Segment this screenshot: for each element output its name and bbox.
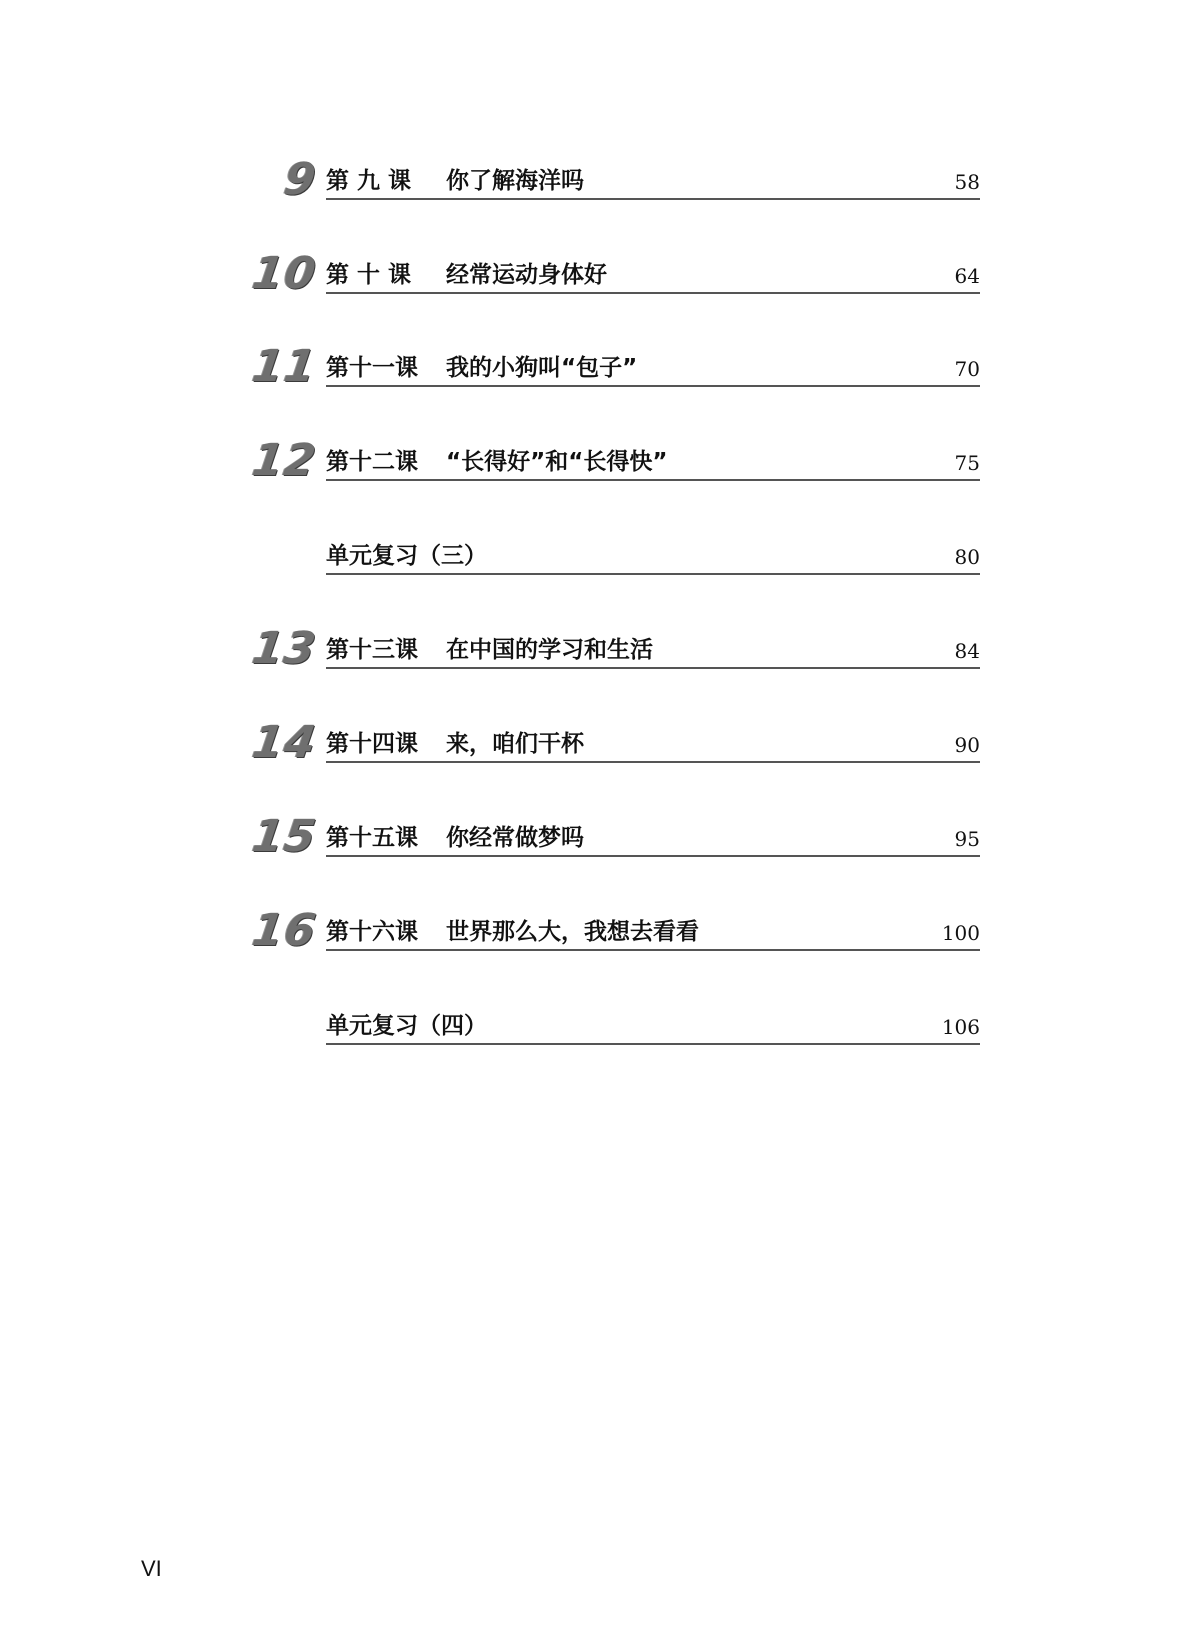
lesson-title: 你经常做梦吗 <box>446 825 584 851</box>
lesson-number: 15 <box>249 811 320 862</box>
page-number: 58 <box>954 170 980 194</box>
lesson-label: 第十三课 <box>326 637 418 663</box>
toc-entry-lesson-13[interactable] <box>240 623 980 687</box>
lesson-number: 11 <box>249 341 320 392</box>
lesson-label: 第 九 课 <box>326 168 412 194</box>
page-number: 90 <box>954 733 980 757</box>
page-number: 106 <box>941 1015 980 1039</box>
toc-entry-review-3[interactable] <box>240 533 980 593</box>
toc-entry-lesson-12[interactable] <box>240 435 980 499</box>
lesson-number: 16 <box>249 905 320 956</box>
toc-entry-review-4[interactable] <box>240 1003 980 1063</box>
divider-line <box>326 1043 980 1045</box>
lesson-label: 第十六课 <box>326 919 418 945</box>
page-number: 84 <box>954 639 980 663</box>
lesson-title: 经常运动身体好 <box>446 262 607 288</box>
divider-line <box>326 292 980 294</box>
lesson-title: 我的小狗叫“包子” <box>446 355 638 381</box>
divider-line <box>326 573 980 575</box>
lesson-number: 10 <box>249 248 320 299</box>
page-footer-number: VI <box>141 1556 162 1581</box>
page-number: 70 <box>954 357 980 381</box>
lesson-number: 13 <box>249 623 320 674</box>
divider-line <box>326 385 980 387</box>
toc-entry-lesson-15[interactable] <box>240 811 980 875</box>
lesson-label: 第十四课 <box>326 731 418 757</box>
divider-line <box>326 855 980 857</box>
review-title: 单元复习（三） <box>326 543 487 569</box>
page-number: 75 <box>954 451 980 475</box>
lesson-title: 在中国的学习和生活 <box>446 637 653 663</box>
divider-line <box>326 198 980 200</box>
lesson-number: 12 <box>249 435 320 486</box>
lesson-number: 9 <box>280 154 320 205</box>
divider-line <box>326 949 980 951</box>
page-number: 64 <box>954 264 980 288</box>
toc-entry-lesson-11[interactable] <box>240 341 980 405</box>
page-number: 80 <box>954 545 980 569</box>
lesson-title: 来，咱们干杯 <box>446 731 584 757</box>
lesson-title: “长得好”和“长得快” <box>446 449 668 475</box>
lesson-label: 第 十 课 <box>326 262 412 288</box>
lesson-number: 14 <box>249 717 320 768</box>
lesson-title: 你了解海洋吗 <box>446 168 584 194</box>
lesson-label: 第十二课 <box>326 449 418 475</box>
toc-entry-lesson-16[interactable] <box>240 905 980 969</box>
divider-line <box>326 479 980 481</box>
lesson-title: 世界那么大，我想去看看 <box>446 919 699 945</box>
toc-entry-lesson-10[interactable] <box>240 248 980 312</box>
divider-line <box>326 761 980 763</box>
page-number: 100 <box>941 921 980 945</box>
toc-entry-lesson-14[interactable] <box>240 717 980 781</box>
toc-entry-lesson-9[interactable] <box>240 154 980 218</box>
page-number: 95 <box>954 827 980 851</box>
review-title: 单元复习（四） <box>326 1013 487 1039</box>
divider-line <box>326 667 980 669</box>
lesson-label: 第十一课 <box>326 355 418 381</box>
lesson-label: 第十五课 <box>326 825 418 851</box>
